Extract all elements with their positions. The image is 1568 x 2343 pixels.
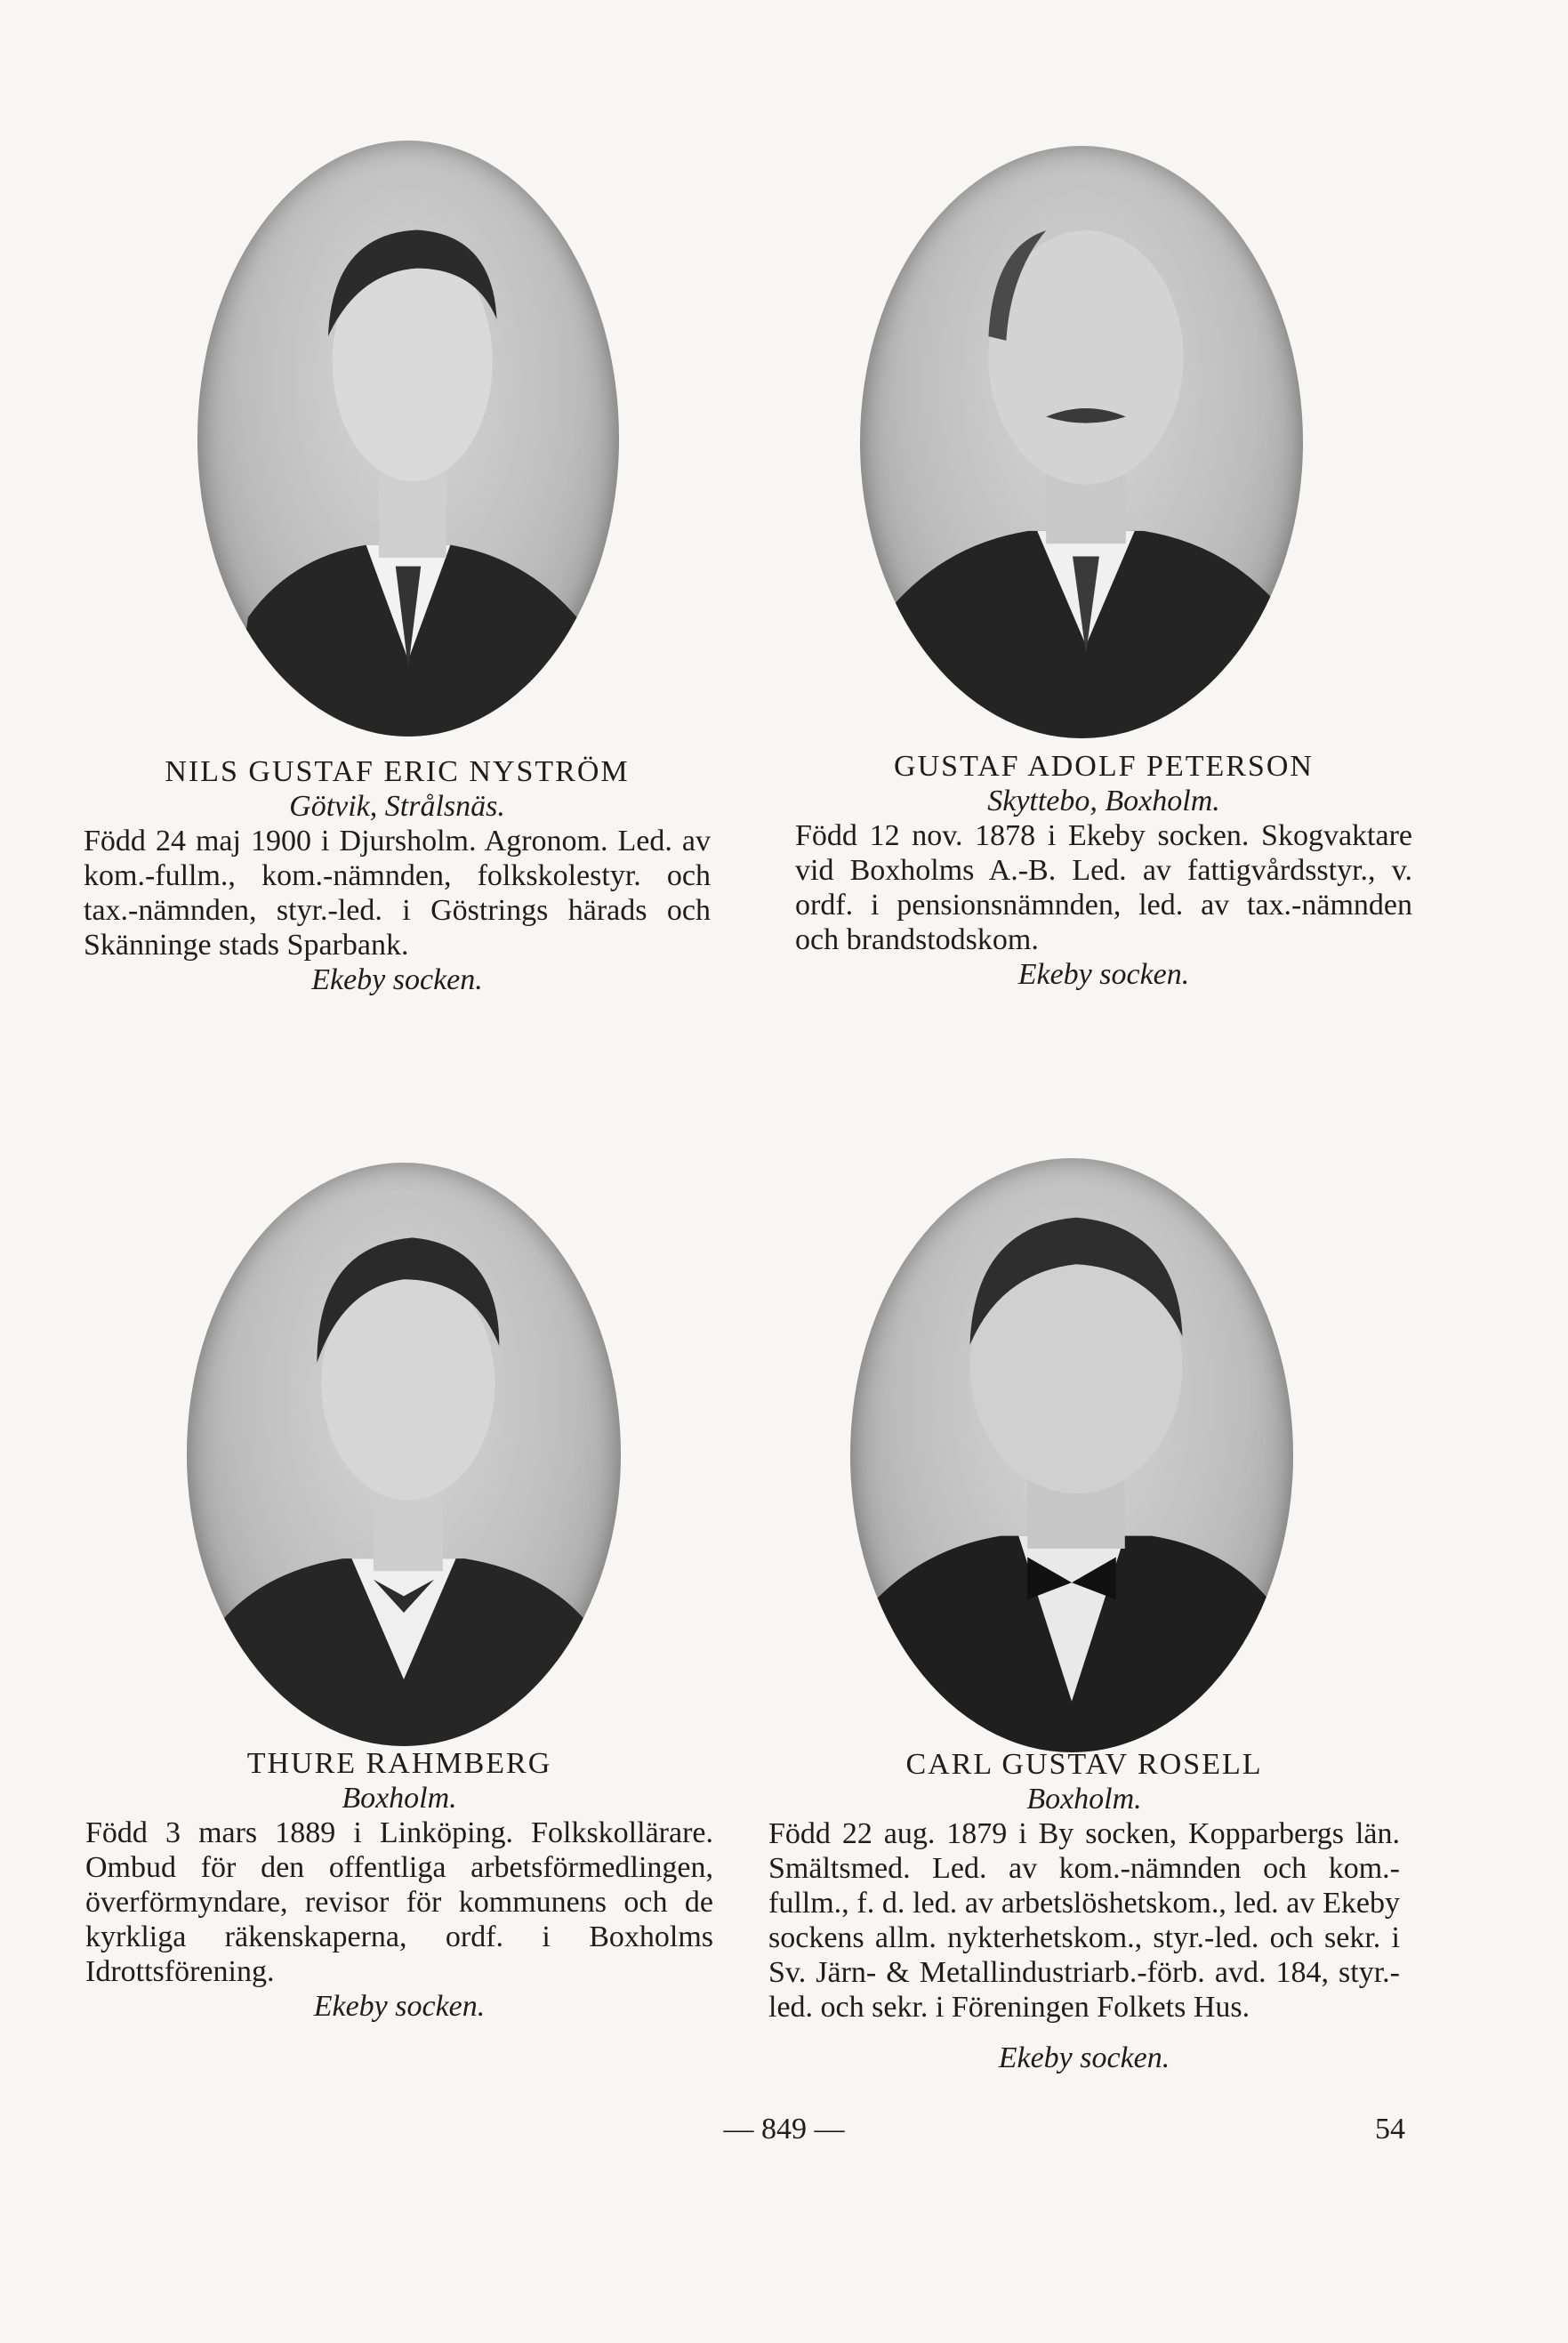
person-biography: Född 12 nov. 1878 i Ekeby socken. Skogvaktare vid Boxholms A.-B. Led. av fattigvårdsstyr., v. ordf. i pensionsnämnden, led. av tax.-nämnden och brandstodskom. [795, 819, 1412, 956]
person-biography: Född 22 aug. 1879 i By socken, Kopparbergs län. Smältsmed. Led. av kom.-nämnden och kom.-fullm., f. d. led. av arbetslöshetskom., led. av Ekeby sockens allm. nykterhetskom., styr.-led. och sekr. i Sv. Järn- & Metallindustriarb.-förb. avd. 184, styr.-led. och sekr. i Föreningen Folkets Hus. [768, 1817, 1400, 2024]
biography-entry-peterson [795, 749, 1412, 992]
person-name: GUSTAF ADOLF PETERSON [894, 750, 1314, 783]
person-residence: Boxholm. [342, 1782, 457, 1815]
portrait-figure [187, 1163, 621, 1746]
person-parish: Ekeby socken. [311, 963, 483, 996]
person-parish: Ekeby socken. [998, 2041, 1170, 2074]
biography-entry-nystrom [84, 754, 711, 997]
person-name: THURE RAHMBERG [246, 1747, 552, 1780]
person-biography: Född 3 mars 1889 i Linköping. Folkskollärare. Ombud för den offentliga arbetsförmedlingen, överförmyndare, revisor för kommunens och de kyrkliga räkenskaperna, ordf. i Boxholms Idrottsförening. [85, 1816, 713, 1988]
portrait-photo-rahmberg [187, 1163, 621, 1746]
person-residence: Boxholm. [1026, 1783, 1142, 1816]
portrait-photo-rosell [850, 1158, 1293, 1752]
person-residence: Götvik, Strålsnäs. [289, 790, 505, 823]
sheet-number: 54 [1375, 2113, 1405, 2146]
portrait-photo-nystrom [197, 141, 619, 737]
page-number: — 849 — [723, 2113, 845, 2146]
person-parish: Ekeby socken. [313, 1990, 486, 2023]
person-name: CARL GUSTAV ROSELL [905, 1748, 1263, 1781]
portrait-figure [860, 146, 1303, 738]
person-residence: Skyttebo, Boxholm. [987, 785, 1220, 817]
portrait-figure [850, 1158, 1293, 1752]
biography-entry-rahmberg [85, 1746, 713, 2024]
person-biography: Född 24 maj 1900 i Djursholm. Agronom. Led. av kom.-fullm., kom.-nämnden, folkskolestyr. och tax.-nämnden, styr.-led. i Göstrings härads och Skänninge stads Sparbank. [84, 825, 711, 962]
person-parish: Ekeby socken. [1017, 958, 1190, 991]
biography-entry-rosell [768, 1747, 1400, 2075]
portrait-figure [197, 141, 619, 737]
person-name: NILS GUSTAF ERIC NYSTRÖM [165, 755, 630, 788]
portrait-photo-peterson [860, 146, 1303, 738]
